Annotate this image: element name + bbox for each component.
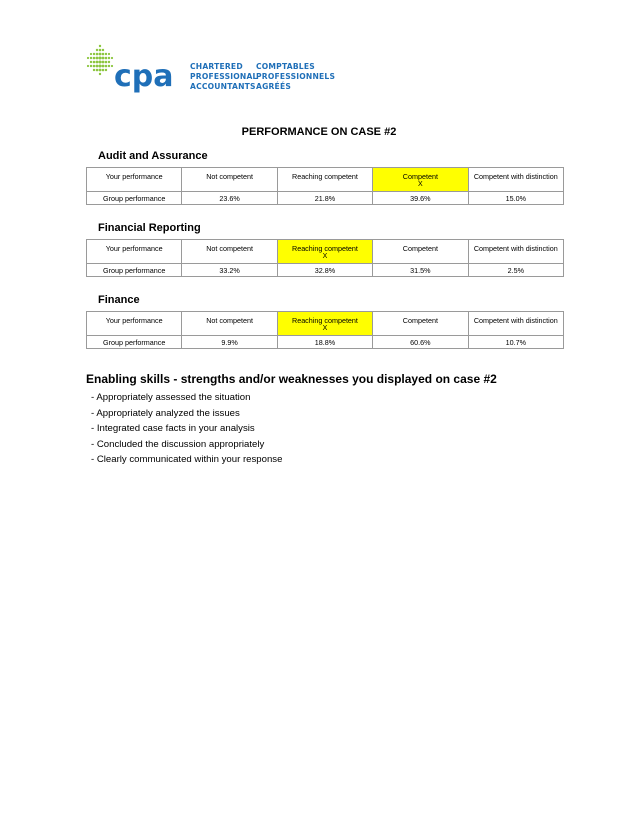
level-cell: Competent with distinction: [468, 240, 563, 264]
group-performance-row: [87, 336, 564, 349]
skill-item: - Clearly communicated within your response: [91, 454, 283, 465]
row-label: Group performance: [87, 264, 182, 277]
group-value: 18.8%: [277, 336, 372, 349]
your-performance-row: [87, 312, 564, 336]
performance-table-audit: [86, 167, 564, 205]
group-value: 15.0%: [468, 192, 563, 205]
level-cell: Competent: [373, 312, 468, 336]
level-cell: Not competent: [182, 168, 277, 192]
performance-table-finance: [86, 311, 564, 349]
group-value: 23.6%: [182, 192, 277, 205]
selected-mark: X: [322, 253, 328, 260]
group-value: 9.9%: [182, 336, 277, 349]
skill-item: - Appropriately analyzed the issues: [91, 407, 240, 419]
logo-french-text: COMPTABLES PROFESSIONNELS AGRÉÉS: [256, 62, 336, 91]
logo-english-text: CHARTERED PROFESSIONAL ACCOUNTANTS: [190, 62, 258, 91]
section-heading-finance: Finance: [98, 294, 140, 306]
section-heading-audit: Audit and Assurance: [98, 150, 208, 162]
cpa-logo-mark: [84, 42, 184, 96]
group-value: 32.8%: [277, 264, 372, 277]
level-cell: Competent: [373, 240, 468, 264]
performance-table-financial-reporting: [86, 239, 564, 277]
page-title: PERFORMANCE ON CASE #2: [241, 126, 397, 138]
group-value: 21.8%: [277, 192, 372, 205]
group-value: 33.2%: [182, 264, 277, 277]
level-cell: Not competent: [182, 240, 277, 264]
row-label: Group performance: [87, 336, 182, 349]
cpa-wordmark: cpa: [114, 59, 174, 94]
level-cell: Reaching competent: [277, 168, 372, 192]
skill-item: - Appropriately assessed the situation: [91, 392, 251, 403]
row-label: Your performance: [87, 168, 182, 192]
row-label: Your performance: [87, 240, 182, 264]
your-performance-row: [87, 168, 564, 192]
maple-leaf-dots-icon: [87, 45, 113, 75]
skill-item: - Integrated case facts in your analysis: [91, 423, 255, 434]
level-cell-selected: Reaching competent X: [277, 240, 372, 264]
level-cell-selected: Reaching competent X: [277, 312, 372, 336]
cpa-logo: [84, 42, 344, 96]
skill-item: - Concluded the discussion appropriately: [91, 438, 265, 450]
group-value: 10.7%: [468, 336, 563, 349]
selected-mark: X: [322, 325, 328, 332]
selected-mark: X: [418, 181, 423, 188]
row-label: Your performance: [87, 312, 182, 336]
group-performance-row: [87, 264, 564, 277]
group-value: 31.5%: [373, 264, 468, 277]
skills-list: [91, 390, 282, 468]
skills-heading: Enabling skills - strengths and/or weaknesses you displayed on case #2: [86, 372, 497, 386]
level-cell: Competent with distinction: [468, 312, 563, 336]
section-heading-financial-reporting: Financial Reporting: [98, 222, 201, 234]
level-cell-selected: Competent X: [373, 168, 468, 192]
group-performance-row: [87, 192, 564, 205]
group-value: 2.5%: [468, 264, 563, 277]
level-cell: Competent with distinction: [468, 168, 563, 192]
row-label: Group performance: [87, 192, 182, 205]
group-value: 39.6%: [373, 192, 468, 205]
your-performance-row: [87, 240, 564, 264]
level-cell: Not competent: [182, 312, 277, 336]
group-value: 60.6%: [373, 336, 468, 349]
